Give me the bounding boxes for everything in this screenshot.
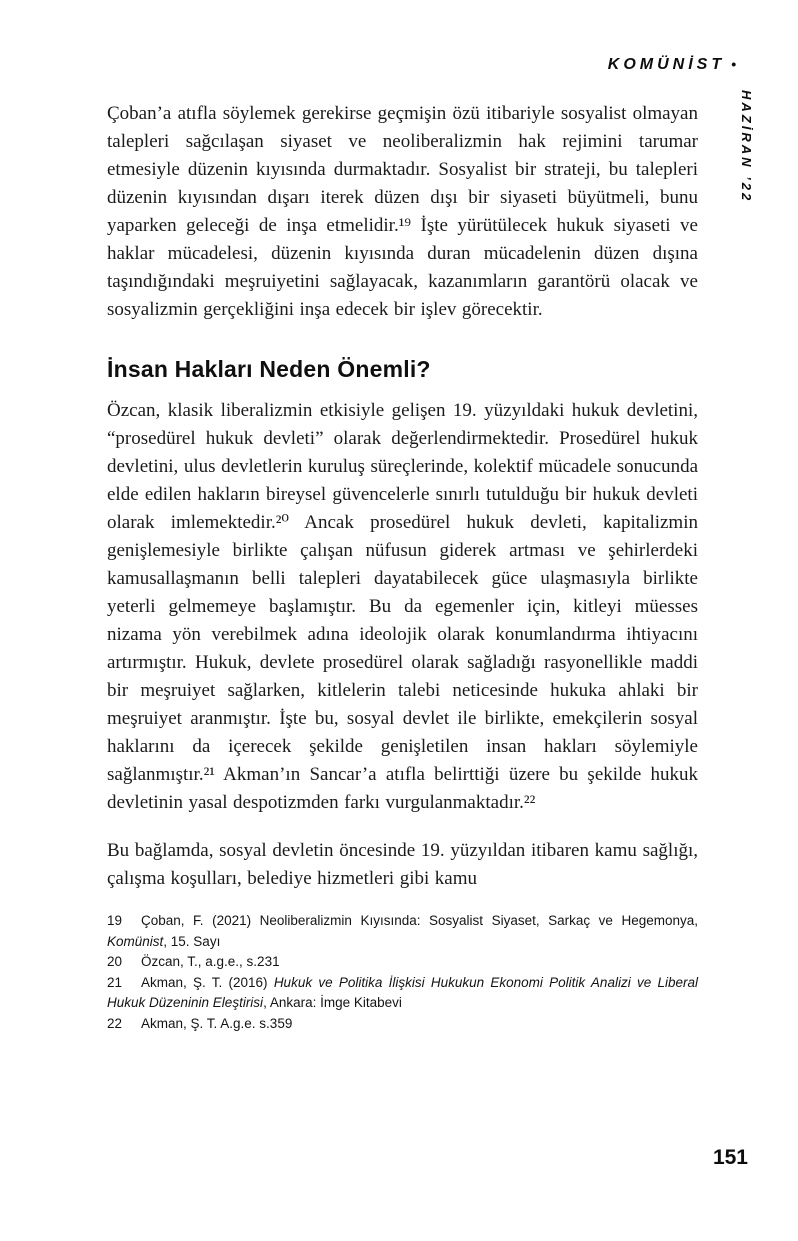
issue-side-label: HAZİRAN ’22: [739, 90, 754, 204]
footnote-text: Özcan, T., a.g.e., s.231: [141, 954, 280, 969]
footnote-item: [107, 952, 698, 973]
footnote-number: 22: [107, 1015, 123, 1031]
footnote-text: Akman, Ş. T. A.g.e. s.359: [141, 1015, 293, 1031]
journal-title: KOMÜNİST: [607, 56, 726, 73]
footnote-text: Akman, Ş. T. (2016) Hukuk ve Politika İlişkisi Hukukun Ekonomi Politik Analizi ve Liberal Hukuk Düzeninin Eleştirisi, Ankara: İmge Kitabevi: [107, 974, 698, 1010]
article-content: [107, 100, 698, 1034]
footnote-number: 19: [107, 913, 123, 928]
footnote-text: Çoban, F. (2021) Neoliberalizmin Kıyısında: Sosyalist Siyaset, Sarkaç ve Hegemonya, Komünist, 15. Sayı: [107, 913, 698, 949]
footnote-item: [107, 973, 698, 1014]
body-paragraph-3: Bu bağlamda, sosyal devletin öncesinde 19. yüzyıldan itibaren kamu sağlığı, çalışma koşulları, belediye hizmetleri gibi kamu: [107, 840, 698, 889]
page-number: 151: [712, 1146, 748, 1169]
footnote-list: [107, 911, 698, 1034]
section-heading: İnsan Hakları Neden Önemli?: [107, 356, 431, 382]
footnote-item: [107, 911, 698, 952]
bullet-mark: •: [731, 56, 736, 72]
footnote-item: [107, 1014, 698, 1035]
footnote-number: 20: [107, 954, 123, 969]
footnote-number: 21: [107, 974, 123, 990]
journal-header: [608, 56, 736, 74]
body-paragraph-2: Özcan, klasik liberalizmin etkisiyle gelişen 19. yüzyıldaki hukuk devletini, “prosedürel hukuk devleti” olarak değerlendirmektedir. Prosedürel hukuk devletini, ulus devletlerin kuruluş süreçlerinde, kolektif mücadele sonucunda elde edilen hakların bireysel güvencelerle sınırlı tutulduğu bir hukuk devleti olarak imlemektedir.²⁰ Ancak prosedürel hukuk devleti, kapitalizmin genişlemesiyle birlikte çalışan nüfusun giderek artması ve şehirlerdeki kamusallaşmanın belli talepleri dayatabilecek güce ulaşmasıyla birlikte yeterli gelmemeye başlamıştır. Bu da egemenler için, kitleyi müesses nizama yön verebilmek adına ideolojik olarak konumlandırma ihtiyacını artırmıştır. Hukuk, devlete prosedürel olarak sağladığı rasyonellikle maddi bir meşruiyet sağlarken, kitlelerin talebi neticesinde hukuka ahlaki bir meşruiyet aranmıştır. İşte bu, sosyal devlet ile birlikte, emekçilerin sosyal haklarını da içerecek şekilde genişletilen insan hakları söylemiyle sağlanmıştır.²¹ Akman’ın Sancar’a atıfla belirttiği üzere bu şekilde hukuk devletinin yasal despotizmden farkı vurgulanmaktadır.²²: [107, 400, 698, 813]
body-paragraph-1: Çoban’a atıfla söylemek gerekirse geçmişin özü itibariyle sosyalist olmayan talepleri sağcılaşan siyaset ve neoliberalizmin hak rejimini tarumar etmesiyle düzenin kıyısında durmaktadır. Sosyalist bir strateji, bu talepleri düzenin kıyısından dışarı iterek düzen dışı bir siyaseti büyütmeli, bunu yaparken geleceği de inşa etmelidir.¹⁹ İşte yürütülecek hukuk siyaseti ve haklar mücadelesi, düzenin kıyısında duran mücadelenin düzen dışına taşındığındaki meşruiyetini sağlayacak, kazanımların garantörü olacak ve sosyalizmin gerçekliğini inşa edecek bir işlev görecektir.: [107, 103, 698, 320]
